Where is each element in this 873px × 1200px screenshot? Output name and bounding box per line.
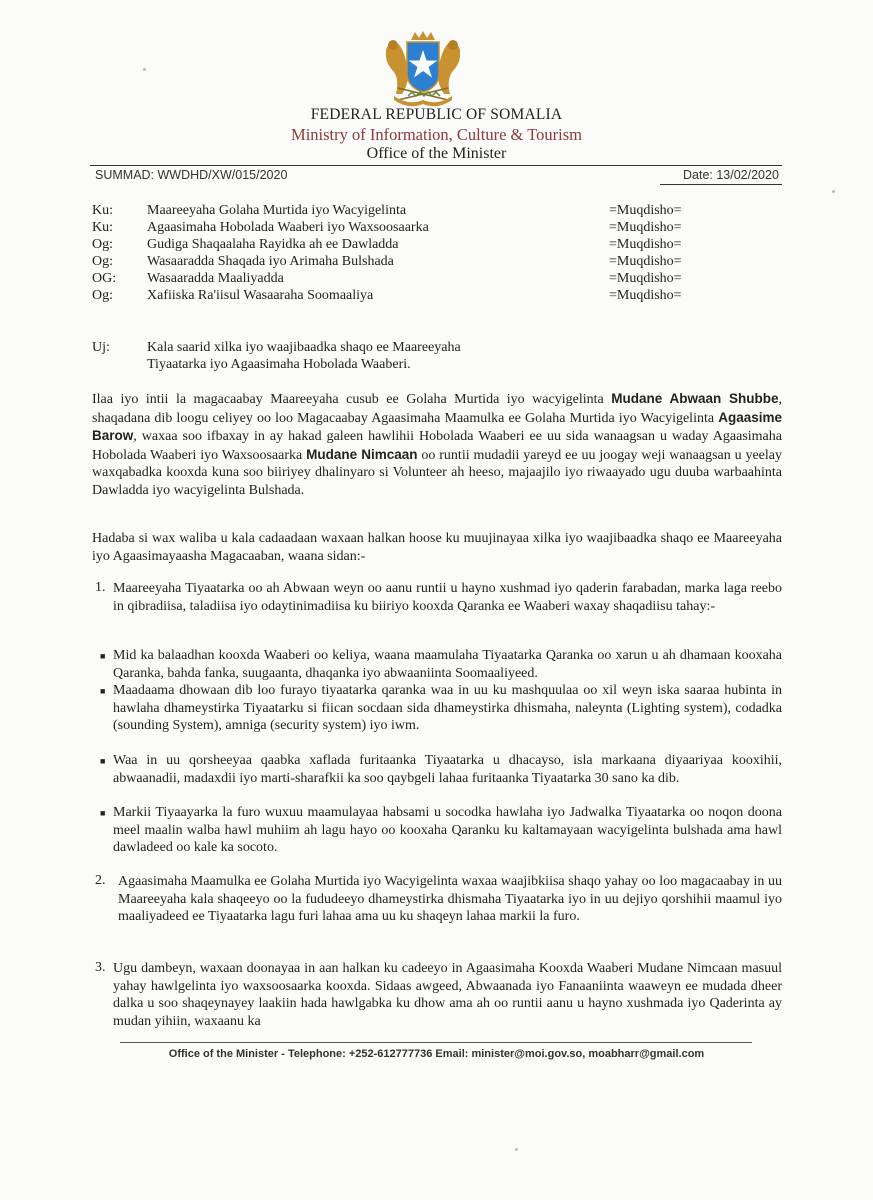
recipient-city: =Muqdisho= [609, 288, 682, 303]
letterhead-country: FEDERAL REPUBLIC OF SOMALIA [310, 106, 563, 123]
bullet-icon: ■ [100, 808, 106, 818]
item-1-text: Maareeyaha Tiyaatarka oo ah Abwaan weyn oo aanu runtii u hayno xushmad iyo qaderin farabadan, marka laga reebo in qibradiisa, taladiisa iyo odaytinimadiisa ku biiriyo kooxda Qaranka ee Waaberi waxay shaqadiisu tahay:- [113, 581, 782, 614]
intro-text: oo runtii mudadii yareyd ee uu joogay weji wanaagsan u yeelay waxqabadka kooxda kuna soo biiriyey dhalinyaro si Volunteer ah heeso, majaajilo iyo riwaayado ugu duuba warbaahinta Dawladda iyo wacyigelinta Bulshada. [92, 447, 783, 498]
recipient-org: Wasaaradda Shaqada iyo Arimaha Bulshada [147, 254, 394, 269]
bullet-item: Waa in uu qorsheeyaa qaabka xaflada furitaanka Tiyaatarka u dhacayso, isla markaana diyaariyaa kooxihii, abwaanadii, madaxdii iyo marti-sharafkii ka soo qaybgeli lahaa furitaanka Tiyaatarka 30 sano ka dib. [113, 753, 782, 786]
bullet-item: Markii Tiyaayarka la furo wuxuu maamulayaa habsami u socodka hawlaha iyo Jadwalka Tiyaatarka oo noqon doona meel maalin walba hawl muhiim ah lagu hayo oo kooxaha Qaranku ku kaltamayaan wacyigelinta bulshada ama hawl dawladeed oo kale ka socoto. [113, 805, 782, 855]
date-underline [660, 184, 782, 185]
recipient-org: Wasaaradda Maaliyadda [147, 271, 284, 286]
subject-text [147, 339, 567, 373]
subject-line-1: Kala saarid xilka iyo waajibaadka shaqo ee Maareeyaha [147, 340, 461, 355]
item-3-text: Ugu dambeyn, waxaan doonayaa in aan halkan ku cadeeyo in Agaasimaha Kooxda Waaberi Mudane Nimcaan masuul yahay hawlgelinta iyo waxsoosaarka kooxda. Sidaas awgeed, Abwaanada iyo Fanaaniinta waaweyn ee mudada dheer dalka u soo shaqeynayey laakiin hada hawlgabka ku dhow ama ah oo runtii aanu u hayno xushmada iyo Qaderinta ay mudan yihiin, waxaanu ka [113, 961, 782, 1029]
header-divider [90, 165, 782, 166]
recipient-tag: OG: [92, 271, 117, 286]
bullet-icon: ■ [100, 686, 106, 696]
intro-text: , waxaa soo ifbaxay in ay hakad galeen hawlihii Hobolada Waaberi ee uu sida wanaagsan u waday Agaasimaha Hobolada Waaberi iyo Waxsoosaarka [92, 429, 782, 463]
scan-speck [143, 68, 146, 71]
recipient-tag: Og: [92, 254, 113, 269]
somalia-coat-of-arms-icon [378, 30, 468, 108]
recipient-city: =Muqdisho= [609, 237, 682, 252]
item-number: 3. [95, 960, 106, 975]
intro-paragraph [92, 390, 782, 499]
intro-name-nimcaan: Mudane Nimcaan [306, 446, 418, 462]
recipient-org: Xafiiska Ra'iisul Wasaaraha Soomaaliya [147, 288, 374, 303]
recipient-city: =Muqdisho= [609, 203, 682, 218]
recipient-tag: Ku: [92, 220, 113, 235]
subject-line-2: Tiyaatarka iyo Agaasimaha Hobolada Waaberi. [147, 357, 411, 372]
letterhead-ministry: Ministry of Information, Culture & Tourism [291, 125, 582, 144]
bullet-item: Maadaama dhowaan dib loo furayo tiyaatarka qaranka waa in uu ku mashquulaa oo xil weyn iska saaraa hubinta in hawlaha dhameystirka Tiyaatarku si fiican socdaan sida dhameystirka dhismaha, naleynta (Lighting system), codadka (sounding System), amniga (security system) iyo iwm. [113, 683, 782, 733]
scan-speck [832, 190, 835, 193]
letter-date: Date: 13/02/2020 [683, 168, 779, 182]
item-number: 1. [95, 580, 106, 595]
recipient-city: =Muqdisho= [609, 220, 682, 235]
recipient-tag: Og: [92, 237, 113, 252]
intro-name-shubbe: Mudane Abwaan Shubbe [611, 391, 779, 406]
subject-tag: Uj: [92, 340, 110, 355]
item-2-text: Agaasimaha Maamulka ee Golaha Murtida iyo Wacyigelinta waxaa waajibkiisa shaqo yahay oo loo magacaabay in uu Maareeyaha kala shaqeeyo oo la fududeeyo dhameystirka dhismaha Tiyaatarka iyo in uu dejiyo qorshihii maamul iyo maaliyadeed ee Tiyaatarka lagu furi lahaa ama uu ku shaqeyn lahaa markii la furo. [118, 874, 782, 924]
recipient-org: Gudiga Shaqaalaha Rayidka ah ee Dawladda [147, 237, 399, 252]
bullet-icon: ■ [100, 651, 106, 661]
intro-text: Ilaa iyo intii la magacaabay Maareeyaha cusub ee Golaha Murtida iyo wacyigelinta [92, 392, 612, 407]
bullet-icon: ■ [100, 756, 106, 766]
footer-divider [120, 1042, 752, 1043]
recipient-org: Agaasimaha Hobolada Waaberi iyo Waxsoosaarka [147, 220, 429, 235]
footer-contact: Office of the Minister - Telephone: +252-612777736 Email: minister@moi.gov.so, moabharr@gmail.com [168, 1048, 705, 1060]
recipient-tag: Ku: [92, 203, 113, 218]
recipient-city: =Muqdisho= [609, 271, 682, 286]
item-number: 2. [95, 873, 106, 888]
intro-text: , shaqadana dib loogu celiyey oo loo Magacaabay Agaasimaha Maamulka ee Golaha Murtida iyo Wacyigelinta [92, 392, 782, 426]
scan-speck [515, 1148, 518, 1151]
recipient-tag: Og: [92, 288, 113, 303]
recipient-org: Maareeyaha Golaha Murtida iyo Wacyigelinta [147, 203, 407, 218]
hadaba-paragraph: Hadaba si wax waliba u kala cadaadaan waxaan halkan hoose ku muujinayaa xilka iyo waajibaadka shaqo ee Maareeyaha iyo Agaasimayaasha Magacaaban, waana sidan:- [92, 531, 782, 564]
intro-name-barow: Agaasime Barow [92, 409, 782, 443]
recipient-city: =Muqdisho= [609, 254, 682, 269]
bullet-item: Mid ka balaadhan kooxda Waaberi oo keliya, waana maamulaha Tiyaatarka Qaranka oo xarun u ah dhamaan kooxaha Qaranka, bahda fanka, suugaanta, dhaqanka iyo abwaaniinta Soomaaliyeed. [113, 648, 782, 681]
letterhead-office: Office of the Minister [366, 145, 507, 162]
reference-number: SUMMAD: WWDHD/XW/015/2020 [95, 168, 288, 182]
